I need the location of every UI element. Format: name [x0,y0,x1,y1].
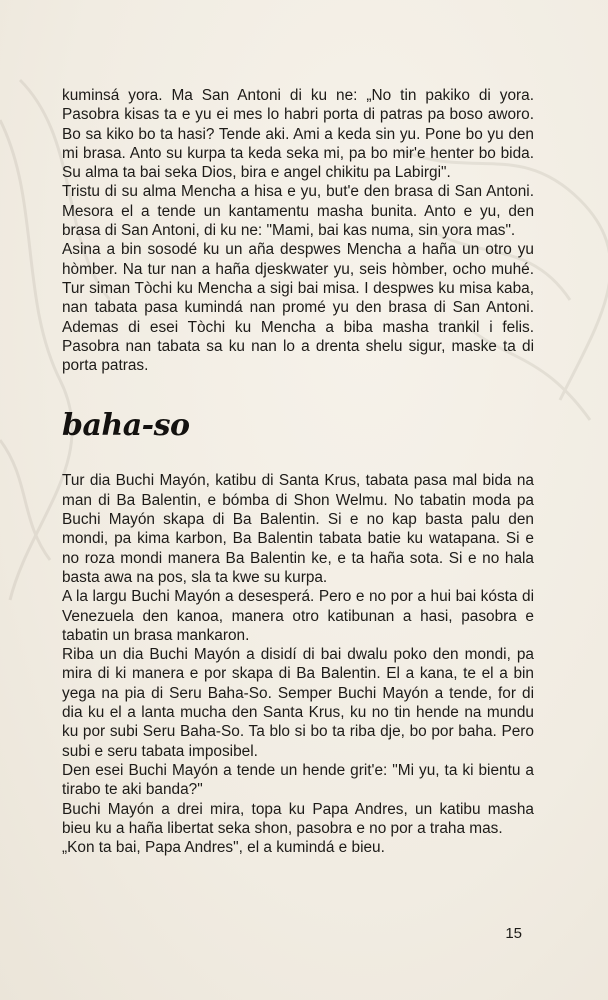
paragraph: Buchi Mayón a drei mira, topa ku Papa Andres, un katibu masha bieu ku a haña libertat seka shon, pasobra e no por a traha mas. [62,800,534,837]
paragraph: kuminsá yora. Ma San Antoni di ku ne: „No tin pakiko di yora. Pasobra kisas ta e yu ei mes lo habri porta di patras pa boso aworo. Bo sa kiko bo ta hasi? Tende aki. Ami a keda sin yu. Pone bo yu den mi brasa. Anto su kurpa ta keda seka mi, pa bo mir'e henter bo bida. Su alma ta bai seka Dios, bira e angel chikitu pa Labirgi". [62,87,534,182]
section-title: baha-so [62,408,190,444]
paragraph: A la largu Buchi Mayón a desesperá. Pero e no por a hui bai kósta di Venezuela den kanoa, manera otro katibunan a hasi, pasobra e tabatin un brasa mankaron. [62,588,534,644]
paragraph: Tur dia Buchi Mayón, katibu di Santa Krus, tabata pasa mal bida na man di Ba Balentin, e bómba di Shon Welmu. No tabatin moda pa Buchi Mayón skapa di Ba Balentin. Si e no kap basta palu den mondi, pa kima karbon, Ba Balentin tabata batie ku watapana. Si e no roza mondi manera Ba Balentin ke, e ta haña sota. Si e no hala basta awa na pos, sla ta kwe su kurpa. [62,472,534,586]
paragraph: Tristu di su alma Mencha a hisa e yu, but'e den brasa di San Antoni. Mesora el a tende un kantamentu masha bunita. Anto e yu, den brasa di San Antoni, di ku ne: "Mami, bai kas numa, sin yora mas". [62,183,534,240]
paragraph: Asina a bin sosodé ku un aña despwes Mencha a haña un otro yu hòmber. Na tur nan a haña djeskwater yu, seis hòmber, ocho muhé. Tur siman Tòchi ku Mencha a sigi bai misa. I despwes ku misa kaba, nan tabata pasa kumindá nan promé yu den brasa di San Antoni. Ademas di esei Tòchi ku Mencha a biba masha trankil i felis. Pasobra nan tabata sa ku nan lo a drenta shelu sigur, maske ta di porta patras. [62,241,534,375]
paragraph: Riba un dia Buchi Mayón a disidí di bai dwalu poko den mondi, pa mira di ki manera e por skapa di Ba Balentin. El a kana, te el a bin yega na pia di Seru Baha-So. Semper Buchi Mayón a tende, for di dia ku el a lanta mucha den Santa Krus, ku no tin hende na mundu ku por subi Seru Baha-So. Ta blo si bo ta riba dje, bo por baha. Pero subi e seru tabata imposibel. [62,646,534,760]
paragraph: Den esei Buchi Mayón a tende un hende grit'e: "Mi yu, ta ki bientu a tirabo te aki banda?" [62,761,534,799]
page-number: 15 [505,925,522,942]
text-column [62,86,534,857]
paragraph: „Kon ta bai, Papa Andres", el a kumindá e bieu. [62,839,385,857]
